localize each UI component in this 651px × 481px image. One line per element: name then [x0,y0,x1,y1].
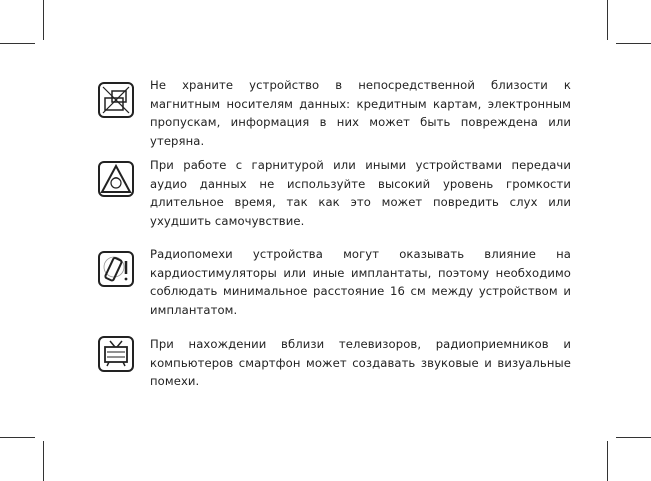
phone-radio-interference-icon [98,251,134,287]
warning-text-tv: При нахождении вблизи телевизоров, радиоприемников и компьютеров смартфон может создавать звуковые и визуальные помехи. [150,337,571,388]
crop-mark [0,437,35,438]
crop-mark [607,441,608,481]
warning-text-implants: Радиопомехи устройства могут оказывать влияние на кардиостимуляторы или иные имплантаты, поэтому необходимо соблюдать минимальное расстояние 16 см между устройством и имплантатом. [150,247,571,317]
crop-mark [607,0,608,40]
magnetic-card-prohibited-icon [98,82,134,118]
hearing-warning-icon [98,161,134,197]
tv-interference-icon [98,336,134,372]
crop-mark [43,441,44,481]
crop-mark [43,0,44,40]
warning-text-hearing: При работе с гарнитурой или иными устройствами передачи аудио данных не используйте высокий уровень громкости длительное время, так как это может повредить слух или ухудшить самочувствие. [150,158,571,228]
crop-mark [0,43,35,44]
warning-text-magnetic: Не храните устройство в непосредственной близости к магнитным носителям данных: кредитным картам, электронным пропускам, информация в них может быть повреждена или утеряна. [150,78,571,148]
crop-mark [616,437,651,438]
crop-mark [616,43,651,44]
